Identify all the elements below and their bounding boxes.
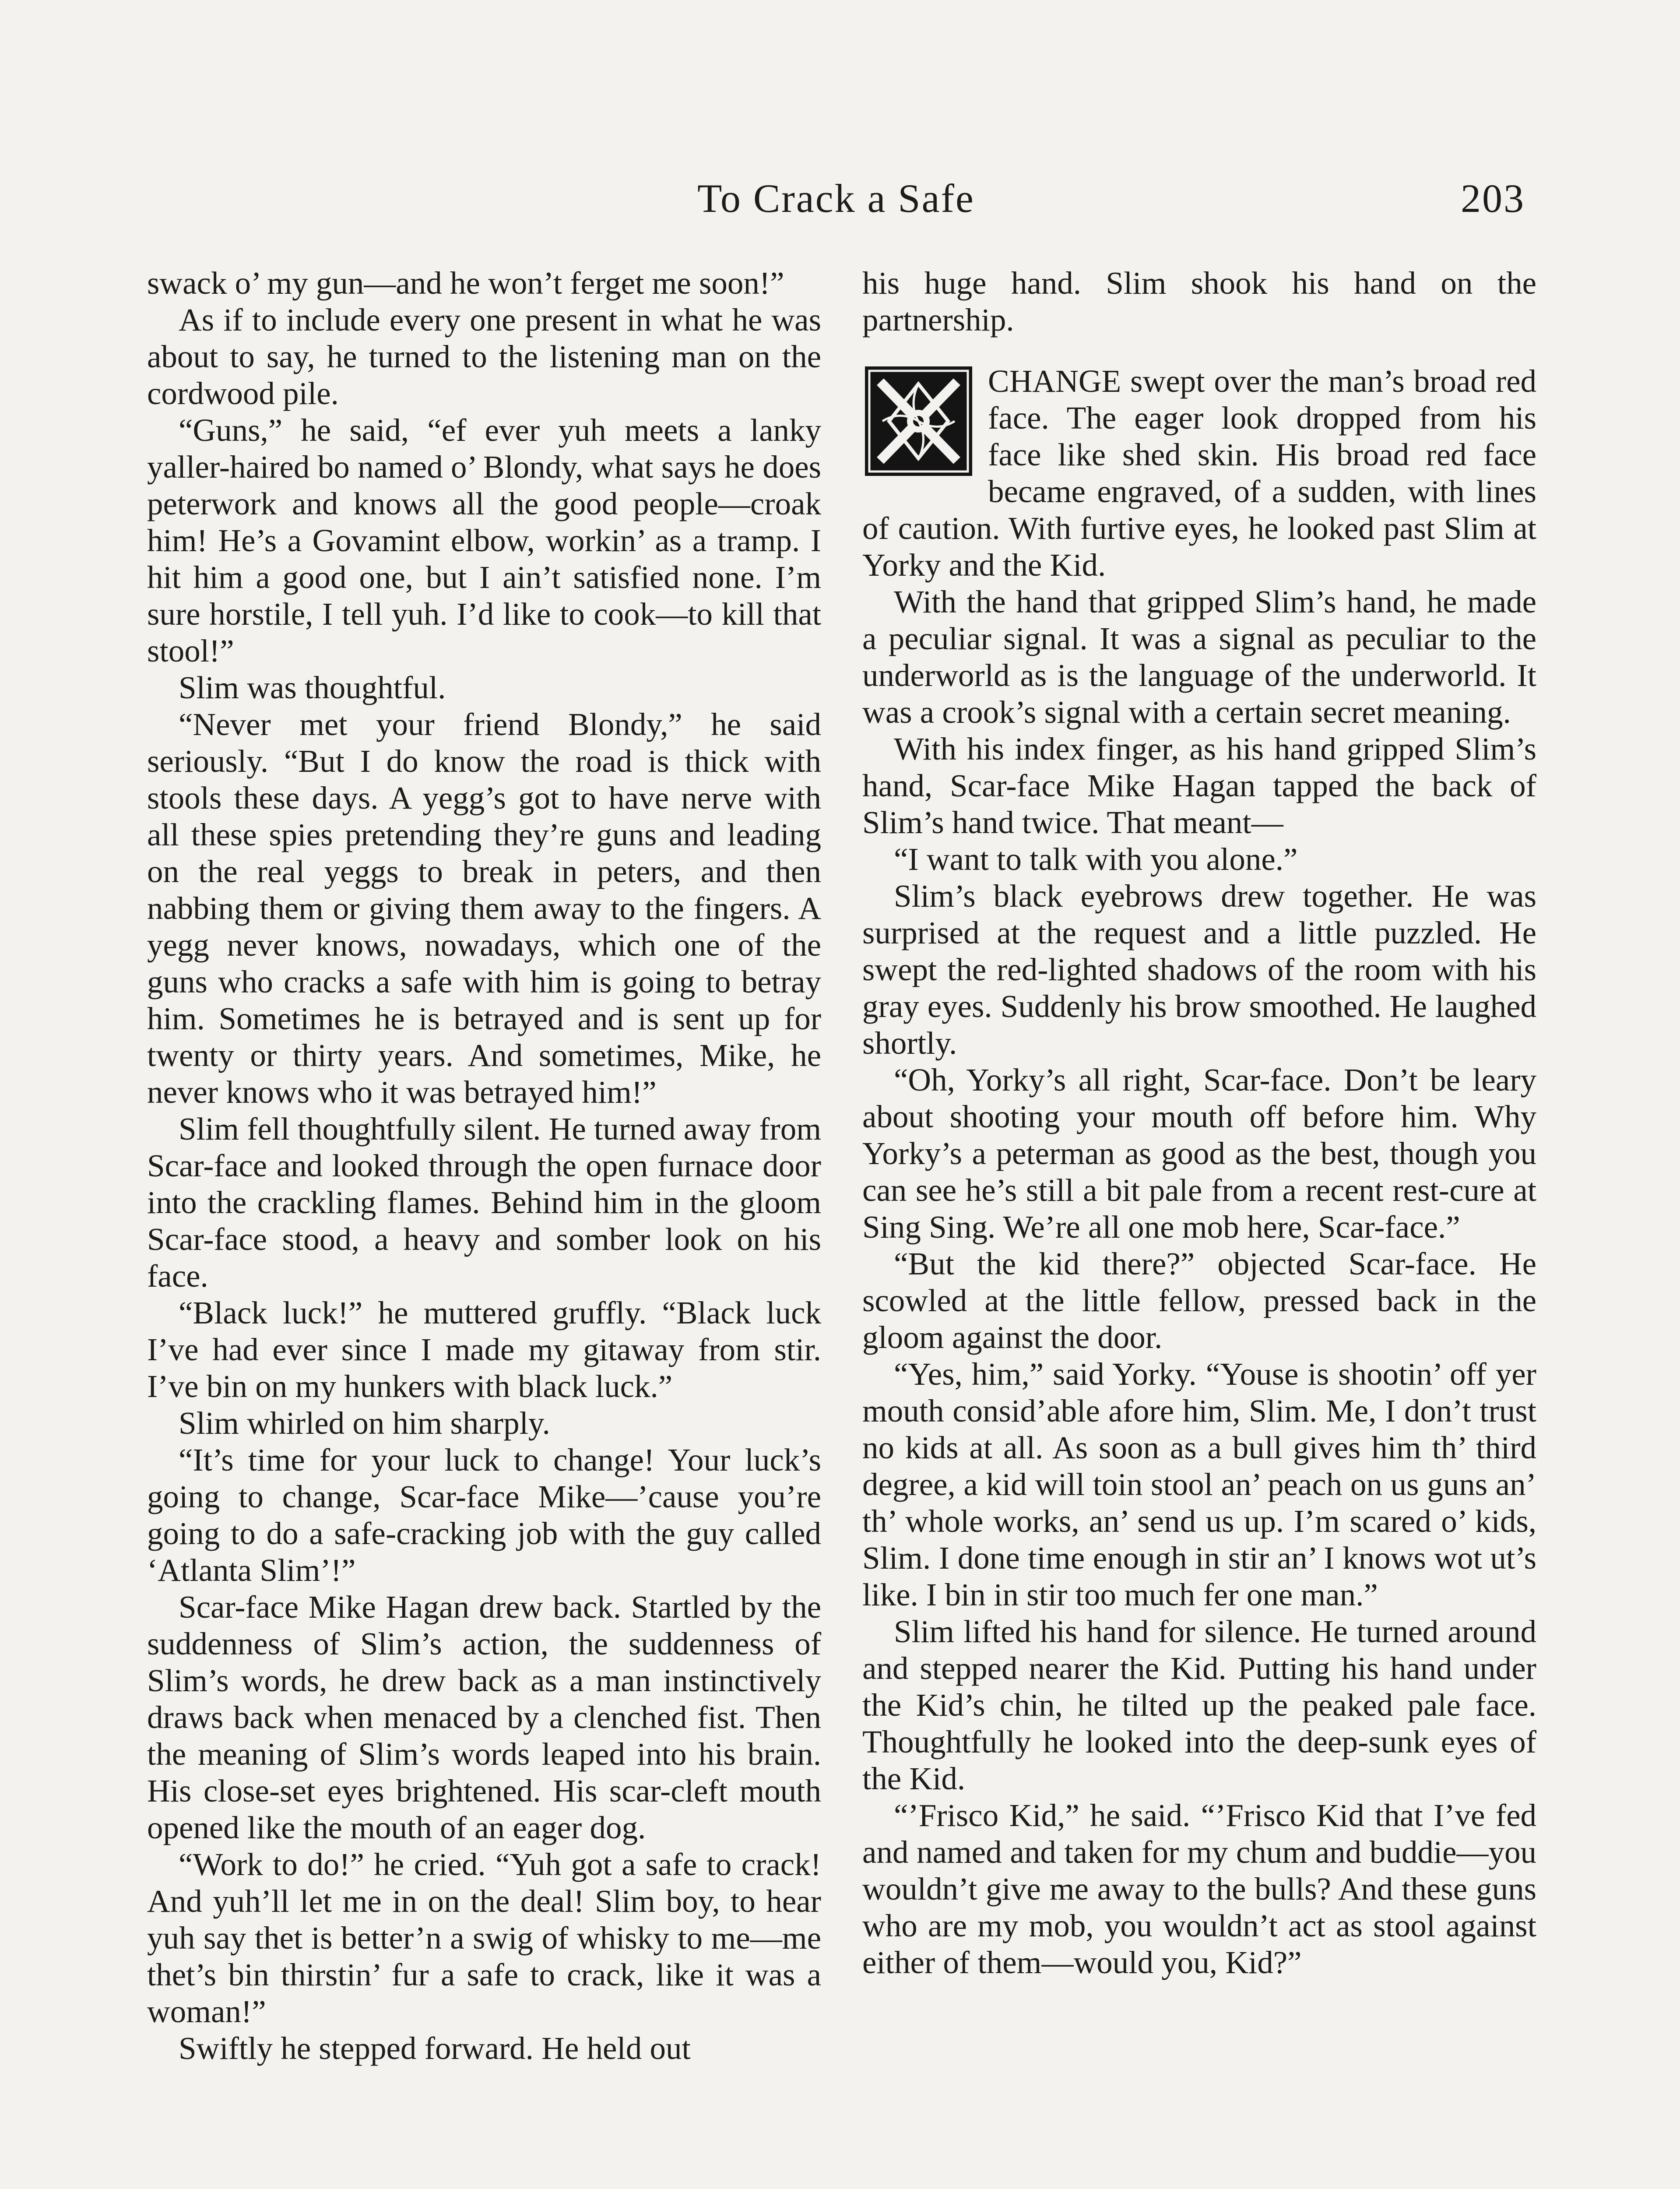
right-column [862, 265, 1536, 1981]
paragraph: “Yes, him,” said Yorky. “Youse is shootin’ off yer mouth consid’able afore him, Slim. Me, I don’t trust no kids at all. As soon as a bull gives him th’ third degree, a kid will toin stool an’ peach on us guns an’ th’ whole works, an’ send us up. I’m scared o’ kids, Slim. I done time enough in stir an’ I knows wot ut’s like. I bin in stir too much fer one man.” [862, 1356, 1536, 1612]
paragraph: Slim whirled on him sharply. [179, 1405, 550, 1441]
paragraph: his huge hand. Slim shook his hand on the partnership. [862, 265, 1536, 338]
paragraph: Slim was thoughtful. [179, 670, 446, 705]
paragraph: Slim’s black eyebrows drew together. He was surprised at the request and a little puzzled. He swept the red-lighted shadows of the room with his gray eyes. Suddenly his brow smoothed. He laughed shortly. [862, 878, 1536, 1061]
running-title: To Crack a Safe [697, 176, 975, 221]
ornamental-initial-icon [865, 366, 972, 476]
paragraph: As if to include every one present in what he was about to say, he turned to the listening man on the cordwood pile. [147, 302, 821, 411]
paragraph: “’Frisco Kid,” he said. “’Frisco Kid that I’ve fed and named and taken for my chum and buddie—you wouldn’t give me away to the bulls? And these guns who are my mob, you wouldn’t act as stool against either of them—would you, Kid?” [862, 1798, 1536, 1980]
paragraph: “It’s time for your luck to change! Your luck’s going to change, Scar-face Mike—’cause you’re going to do a safe-cracking job with the guy called ‘Atlanta Slim’!” [147, 1442, 821, 1588]
running-head [147, 175, 1525, 228]
paragraph: Swiftly he stepped forward. He held out [179, 2031, 691, 2066]
paragraph: With his index finger, as his hand gripped Slim’s hand, Scar-face Mike Hagan tapped the back of Slim’s hand twice. That meant— [862, 731, 1536, 840]
paragraph: “Guns,” he said, “ef ever yuh meets a lanky yaller-haired bo named o’ Blondy, what says he does peterwork and knows all the good people—croak him! He’s a Govamint elbow, workin’ as a tramp. I hit him a good one, but I ain’t satisfied none. I’m sure horstile, I tell yuh. I’d like to cook—to kill that stool!” [147, 412, 821, 669]
left-column [147, 265, 821, 2067]
paragraph: “I want to talk with you alone.” [894, 841, 1298, 877]
paragraph: Slim lifted his hand for silence. He turned around and stepped nearer the Kid. Putting his hand under the Kid’s chin, he tilted up the peaked pale face. Thoughtfully he looked into the deep-sunk eyes of the Kid. [862, 1614, 1536, 1796]
paragraph: Slim fell thoughtfully silent. He turned away from Scar-face and looked through the open furnace door into the crackling flames. Behind him in the gloom Scar-face stood, a heavy and somber look on his face. [147, 1111, 821, 1294]
paragraph: With the hand that gripped Slim’s hand, he made a peculiar signal. It was a signal as peculiar to the underworld as is the language of the underworld. It was a crook’s signal with a certain secret meaning. [862, 584, 1536, 730]
drop-initial-letter [865, 366, 972, 476]
initial-paragraph-text: CHANGE swept over the man’s broad red face. The eager look dropped from his face like shed skin. His broad red face became engraved, of a sudden, with lines of caution. With furtive eyes, he looked past Slim at Yorky and the Kid. [862, 363, 1536, 583]
paragraph: “Never met your friend Blondy,” he said seriously. “But I do know the road is thick with stools these days. A yegg’s got to have nerve with all these spies pretending they’re guns and leading on the real yeggs to break in peters, and then nabbing them or giving them away to the fingers. A yegg never knows, nowadays, which one of the guns who cracks a safe with him is going to betray him. Sometimes he is betrayed and is sent up for twenty or thirty years. And sometimes, Mike, he never knows who it was betrayed him!” [147, 707, 821, 1110]
paragraph: “But the kid there?” objected Scar-face. He scowled at the little fellow, pressed back in the gloom against the door. [862, 1246, 1536, 1355]
paragraph: Scar-face Mike Hagan drew back. Startled by the suddenness of Slim’s action, the suddenness of Slim’s words, he drew back as a man instinctively draws back when menaced by a clenched fist. Then the meaning of Slim’s words leaped into his brain. His close-set eyes brightened. His scar-cleft mouth opened like the mouth of an eager dog. [147, 1589, 821, 1845]
paragraph: “Black luck!” he muttered gruffly. “Black luck I’ve had ever since I made my gitaway from stir. I’ve bin on my hunkers with black luck.” [147, 1295, 821, 1404]
page-number: 203 [1461, 176, 1525, 221]
paragraph: “Work to do!” he cried. “Yuh got a safe to crack! And yuh’ll let me in on the deal! Slim boy, to hear yuh say thet is better’n a swig of whisky to me—me thet’s bin thirstin’ fur a safe to crack, like it was a woman!” [147, 1847, 821, 2029]
initial-paragraph [862, 363, 1536, 584]
paragraph: “Oh, Yorky’s all right, Scar-face. Don’t be leary about shooting your mouth off before him. Why Yorky’s a peterman as good as the best, though you can see he’s still a bit pale from a recent rest-cure at Sing Sing. We’re all one mob here, Scar-face.” [862, 1062, 1536, 1245]
paragraph: swack o’ my gun—and he won’t ferget me soon!” [147, 265, 784, 301]
section-break [862, 338, 1536, 363]
